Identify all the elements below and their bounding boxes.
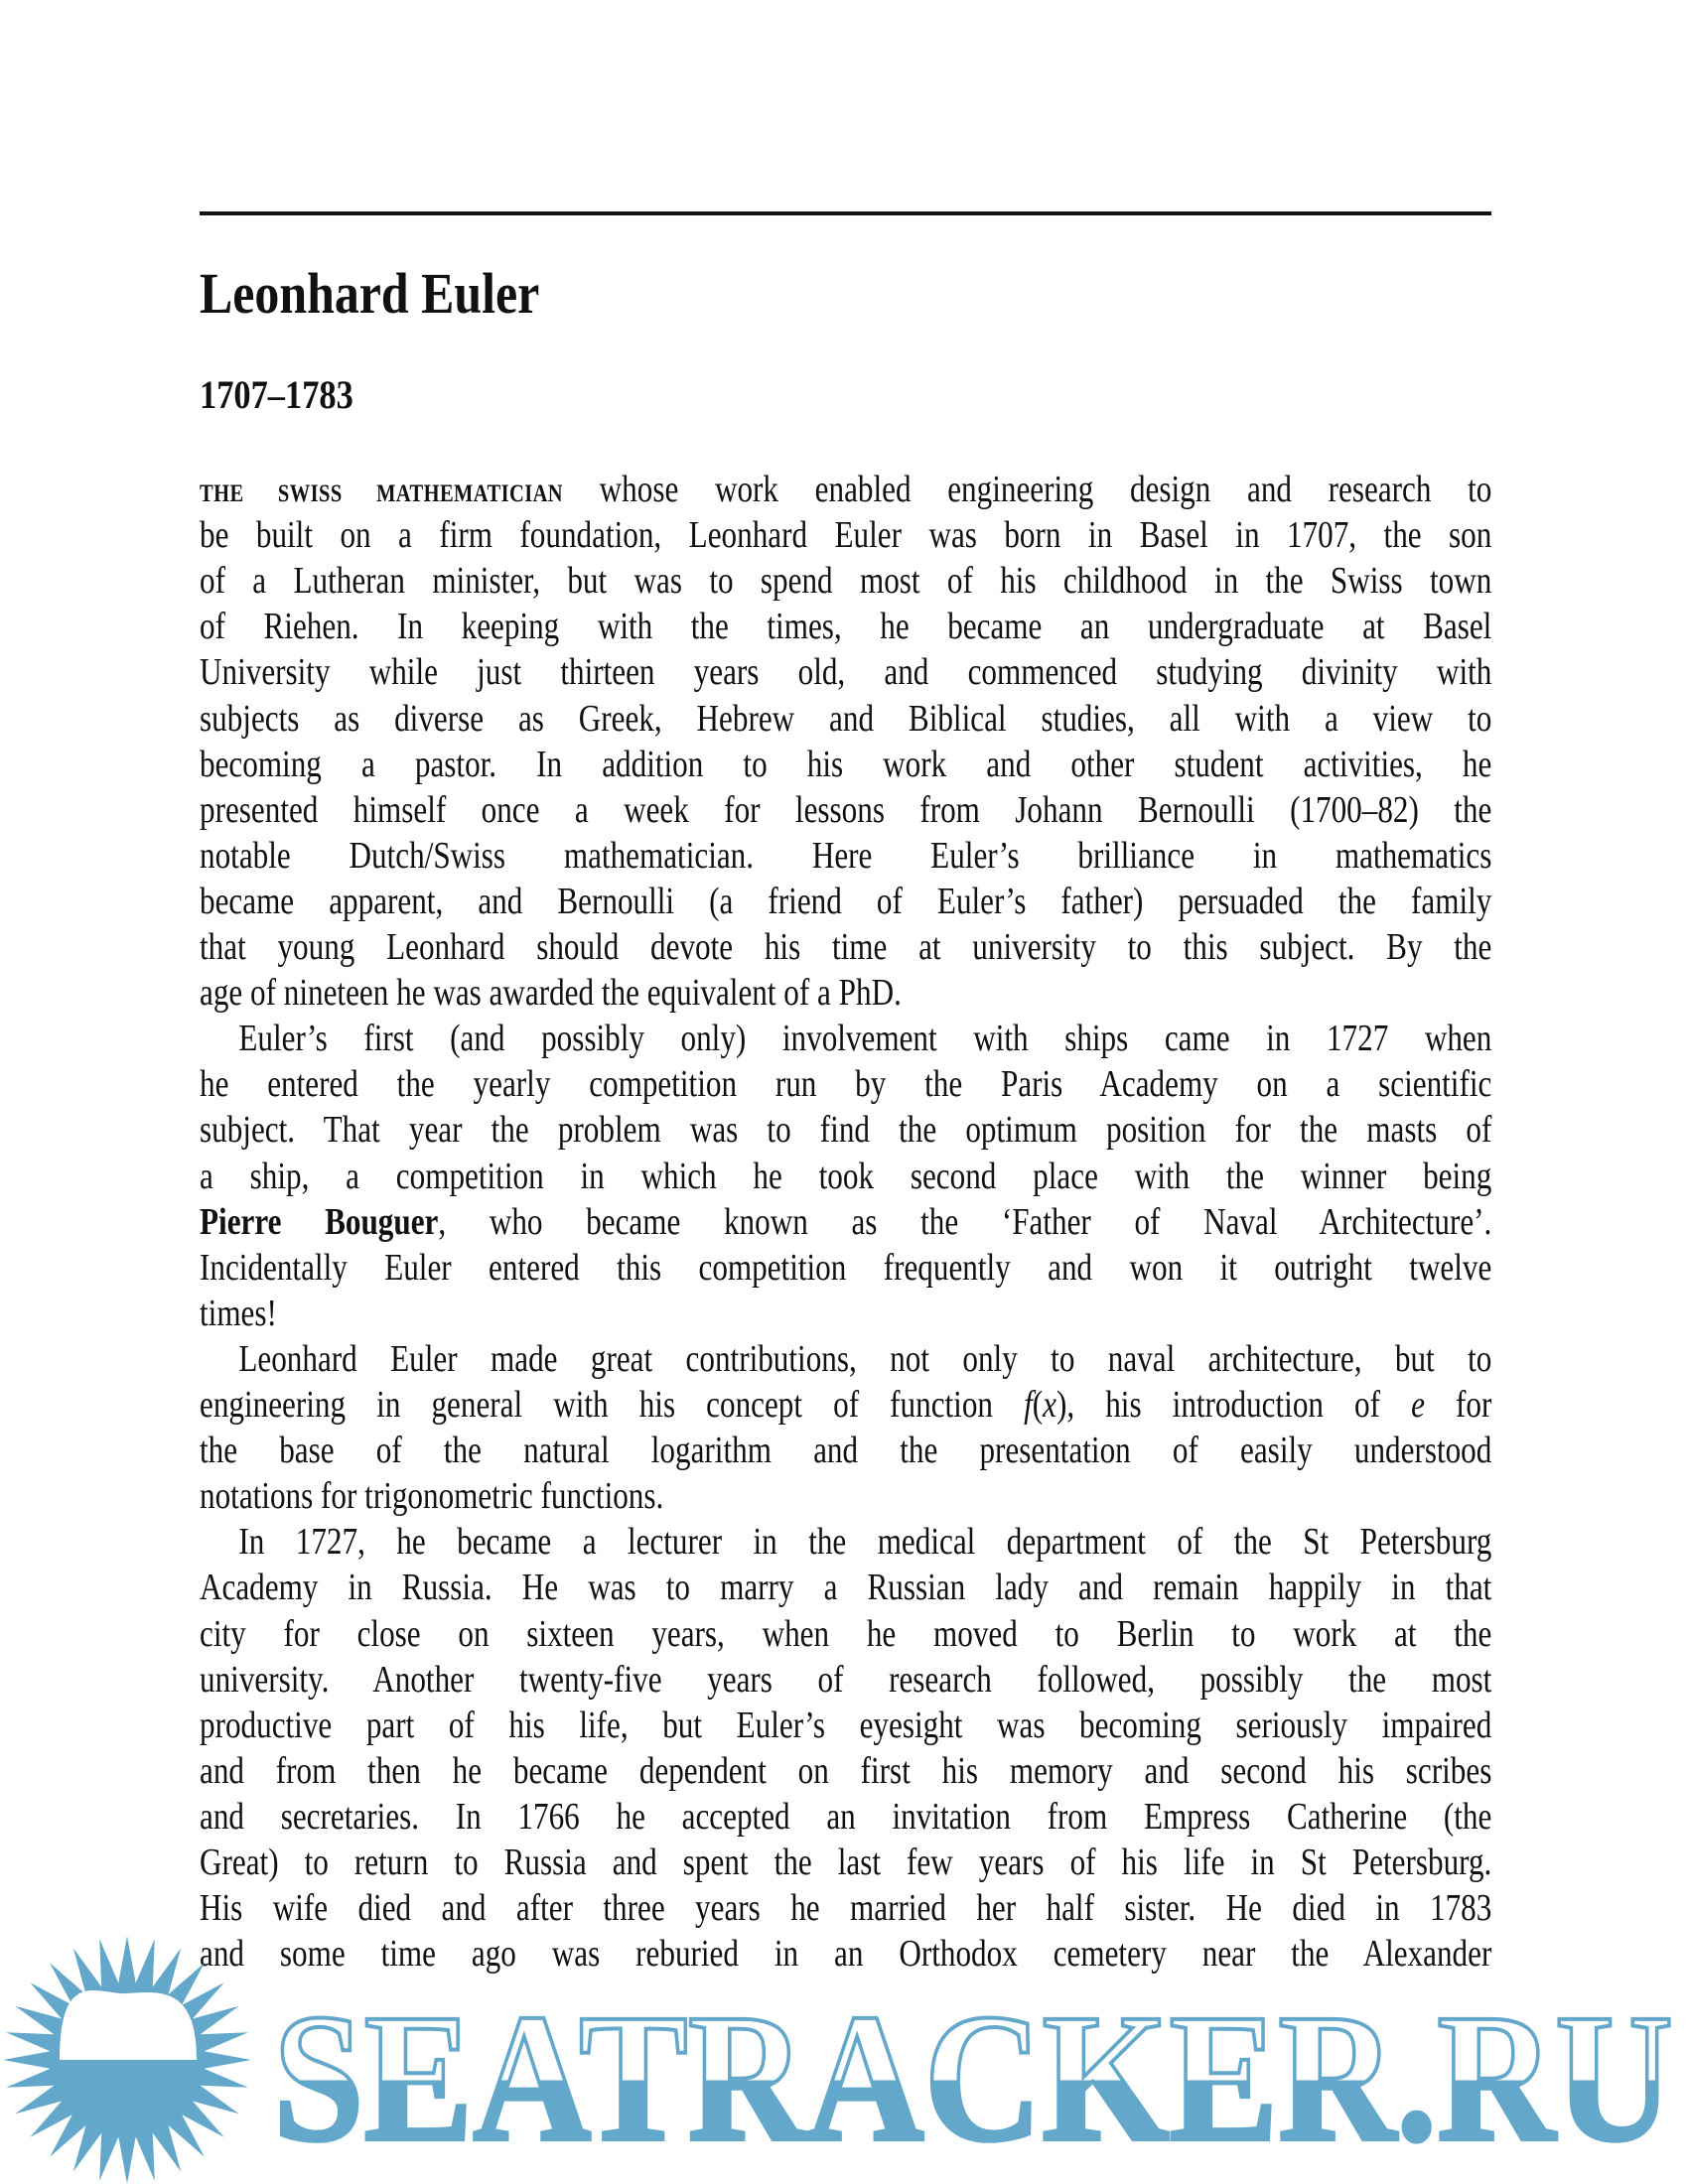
text-line <box>200 1063 1492 1106</box>
text-segment: His wife died and after three years he married her half sister. He died in 1783 <box>200 1887 1492 1930</box>
text-line <box>200 1292 1491 1334</box>
italic-symbol: f <box>1024 1384 1033 1426</box>
text-line <box>200 1475 1491 1518</box>
text-line <box>200 743 1492 785</box>
watermark-text: SEATRACKER.RU <box>273 1977 1673 2180</box>
text-segment: University while just thirteen years old, and commenced studying divinity with <box>200 651 1492 694</box>
text-segment: Euler’s first (and possibly only) involvement with ships came in 1727 when <box>238 1018 1492 1060</box>
text-line <box>200 1749 1492 1792</box>
text-segment: productive part of his life, but Euler’s eyesight was becoming seriously impaired <box>200 1704 1492 1746</box>
text-line <box>200 1430 1492 1472</box>
text-segment: Incidentally Euler entered this competition frequently and won it outright twelve <box>200 1246 1492 1289</box>
text-line <box>200 1887 1492 1930</box>
text-segment: Leonhard Euler made great contributions, not only to naval architecture, but to <box>238 1337 1492 1380</box>
text-segment: city for close on sixteen years, when he moved to Berlin to work at the <box>200 1612 1492 1655</box>
text-segment: and some time ago was reburied in an Orthodox cemetery near the Alexander <box>200 1933 1492 1976</box>
text-segment: a ship, a competition in which he took second place with the winner being <box>200 1155 1492 1197</box>
text-line <box>200 1612 1492 1655</box>
text-line <box>200 697 1492 740</box>
text-line <box>200 651 1492 694</box>
text-line <box>200 1567 1492 1609</box>
bold-name: Pierre Bouguer <box>200 1200 439 1243</box>
italic-symbol: e <box>1411 1384 1425 1426</box>
text-line <box>200 514 1492 557</box>
text-segment: subject. That year the problem was to find the optimum position for the masts of <box>200 1109 1492 1152</box>
text-segment: whose work enabled engineering design and research to <box>563 469 1492 510</box>
sun-icon <box>3 1936 251 2184</box>
text-line <box>200 1843 1491 1881</box>
text-segment: he entered the yearly competition run by the Paris Academy on a scientific <box>200 1063 1492 1106</box>
text-line <box>200 1795 1492 1838</box>
text-segment: engineering in general with his concept of function <box>200 1384 1025 1426</box>
text-segment: In 1727, he became a lecturer in the medical department of the St Petersburg <box>238 1521 1492 1564</box>
italic-symbol: x <box>1043 1384 1056 1426</box>
text-line <box>200 1200 1492 1243</box>
watermark <box>0 1926 1688 2184</box>
text-segment: ( <box>1032 1384 1044 1426</box>
text-line <box>200 880 1492 922</box>
page-title: Leonhard Euler <box>200 261 540 326</box>
text-segment: Great) to return to Russia and spent the last few years of his life in St Petersburg. <box>200 1842 1492 1883</box>
text-segment: of a Lutheran minister, but was to spend most of his childhood in the Swiss town <box>200 560 1492 603</box>
life-dates: 1707–1783 <box>200 372 353 417</box>
text-segment: ), his introduction of <box>1055 1384 1412 1426</box>
text-line <box>200 1658 1492 1701</box>
text-segment: became apparent, and Bernoulli (a friend of Euler’s father) persuaded the family <box>200 880 1492 922</box>
text-segment: times! <box>200 1292 277 1334</box>
text-segment: and from then he became dependent on first his memory and second his scribes <box>200 1749 1492 1792</box>
text-segment: university. Another twenty-five years of research followed, possibly the most <box>200 1658 1492 1701</box>
text-line <box>200 471 1491 508</box>
text-line <box>200 1018 1492 1060</box>
text-segment: be built on a firm foundation, Leonhard Euler was born in Basel in 1707, the son <box>200 514 1492 557</box>
text-segment: age of nineteen he was awarded the equivalent of a PhD. <box>200 972 902 1015</box>
text-line <box>200 972 1491 1015</box>
text-line <box>200 560 1492 603</box>
text-line <box>200 606 1492 648</box>
text-segment: Academy in Russia. He was to marry a Russian lady and remain happily in that <box>200 1567 1492 1609</box>
text-segment: the base of the natural logarithm and the presentation of easily understood <box>200 1430 1492 1472</box>
text-segment: , who became known as the ‘Father of Naval Architecture’. <box>438 1200 1492 1243</box>
text-segment: of Riehen. In keeping with the times, he became an undergraduate at Basel <box>200 606 1492 648</box>
text-line <box>200 1246 1492 1289</box>
text-line <box>200 928 1491 966</box>
small-caps-lead: THE SWISS MATHEMATICIAN <box>200 480 564 507</box>
text-line <box>200 1521 1492 1564</box>
text-line <box>200 1706 1491 1744</box>
text-line <box>200 1109 1492 1152</box>
header-rule <box>200 211 1491 215</box>
text-line <box>200 1155 1492 1197</box>
text-line <box>200 1337 1492 1380</box>
text-segment: and secretaries. In 1766 he accepted an invitation from Empress Catherine (the <box>200 1795 1492 1838</box>
text-segment: becoming a pastor. In addition to his work and other student activities, he <box>200 743 1492 785</box>
text-segment: subjects as diverse as Greek, Hebrew and Biblical studies, all with a view to <box>200 697 1492 740</box>
text-segment: notable Dutch/Swiss mathematician. Here Euler’s brilliance in mathematics <box>200 834 1492 877</box>
text-line <box>200 788 1492 831</box>
text-line <box>200 834 1492 877</box>
text-segment: presented himself once a week for lessons from Johann Bernoulli (1700–82) the <box>200 788 1492 831</box>
text-segment: that young Leonhard should devote his time at university to this subject. By the <box>200 926 1492 968</box>
text-segment: notations for trigonometric functions. <box>200 1475 664 1518</box>
sun-dome <box>60 1990 197 2060</box>
text-segment: for <box>1424 1384 1492 1426</box>
text-line <box>200 1386 1491 1424</box>
